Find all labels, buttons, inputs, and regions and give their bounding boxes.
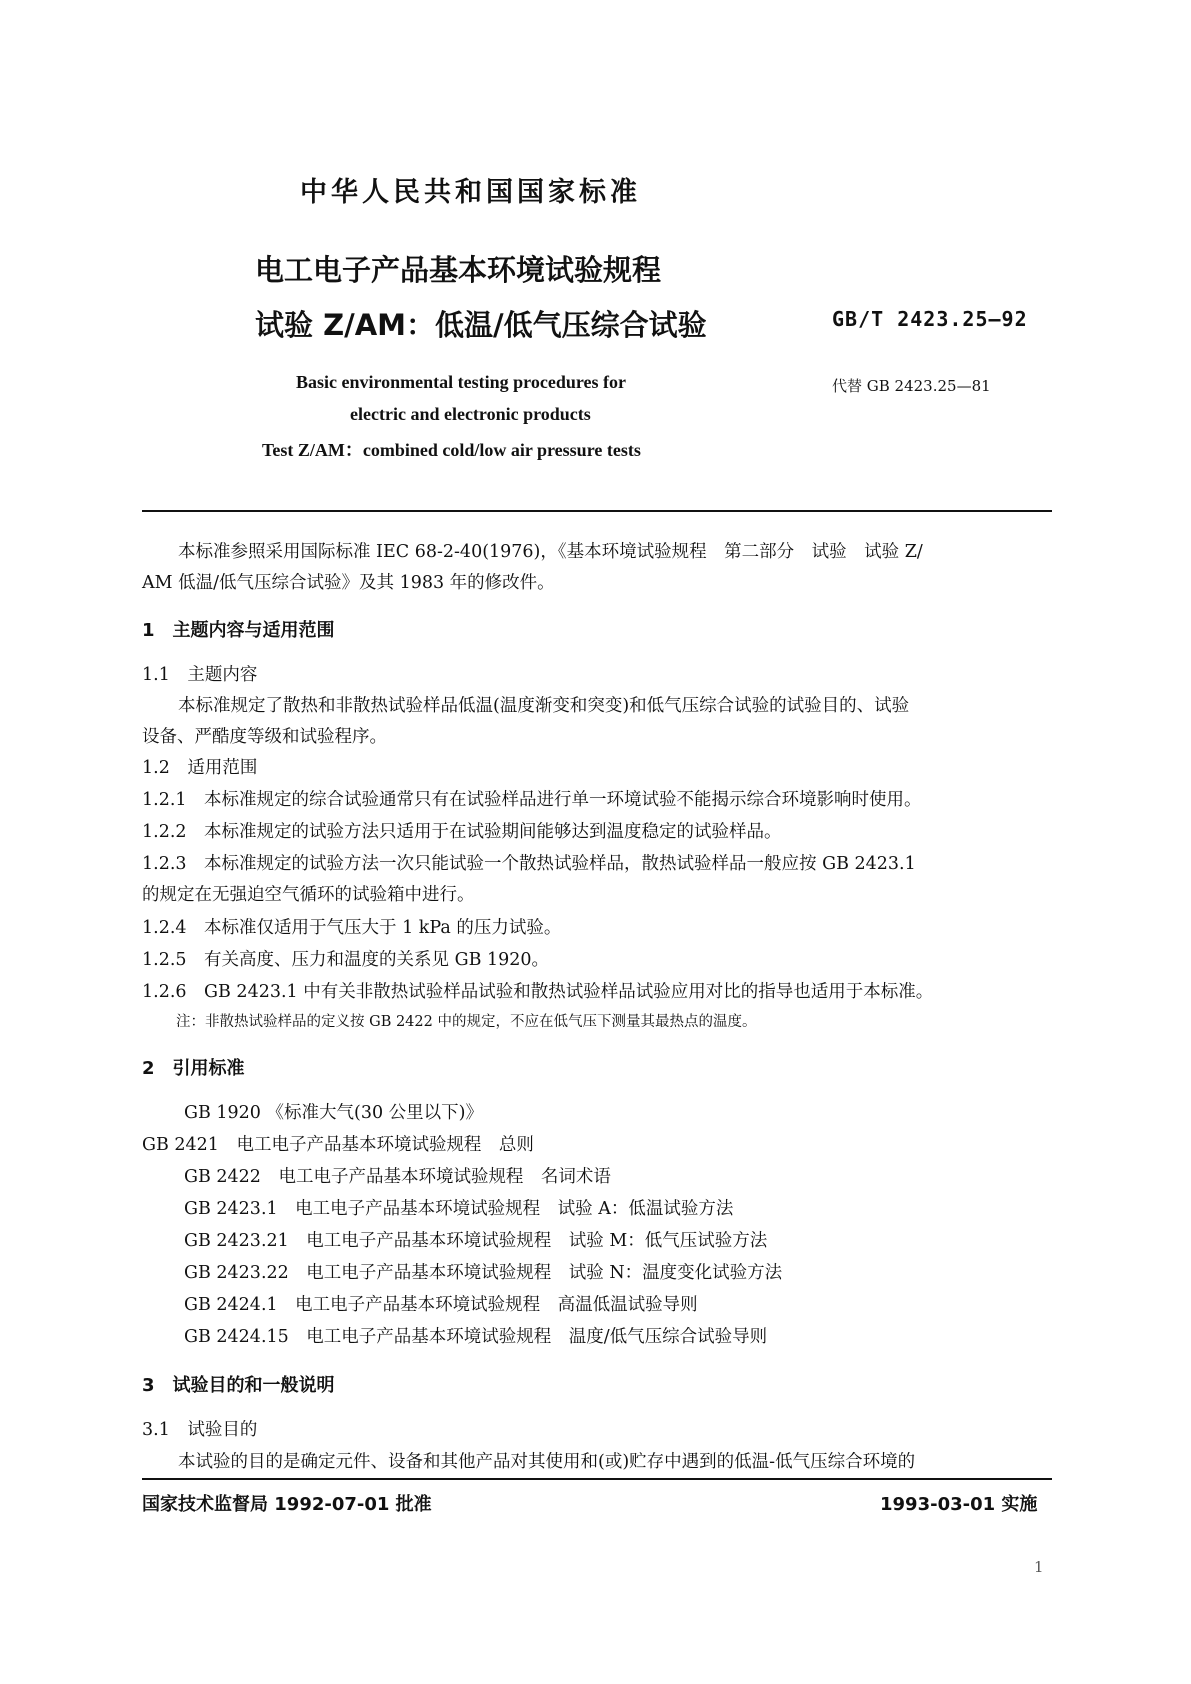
clause-1-2-4: 1.2.4 本标准仅适用于气压大于 1 kPa 的压力试验。 <box>142 918 562 938</box>
document-title-line-2: 试验 Z/AM：低温/低气压综合试验 <box>255 308 707 342</box>
standard-number: GB/T 2423.25—92 <box>832 307 1028 331</box>
reference-item: GB 1920 《标准大气(30 公里以下)》 <box>184 1103 483 1123</box>
document-title-line-1: 电工电子产品基本环境试验规程 <box>255 253 662 287</box>
clause-1-2-3-line-2: 的规定在无强迫空气循环的试验箱中进行。 <box>142 885 475 905</box>
reference-item: GB 2422 电工电子产品基本环境试验规程 名词术语 <box>184 1167 611 1187</box>
section-3-heading: 3 试验目的和一般说明 <box>142 1375 335 1396</box>
section-1-1-line-1: 本标准规定了散热和非散热试验样品低温(温度渐变和突变)和低气压综合试验的试验目的、试验 <box>178 696 910 716</box>
note-text: 注：非散热试验样品的定义按 GB 2422 中的规定，不应在低气压下测量其最热点的温度。 <box>176 1014 757 1030</box>
section-1-1-heading: 1.1 主题内容 <box>142 665 258 685</box>
section-3-1-line-1: 本试验的目的是确定元件、设备和其他产品对其使用和(或)贮存中遇到的低温-低气压综合环境的 <box>178 1452 916 1472</box>
section-1-2-heading: 1.2 适用范围 <box>142 758 258 778</box>
reference-item: GB 2424.1 电工电子产品基本环境试验规程 高温低温试验导则 <box>184 1295 698 1315</box>
reference-item: GB 2421 电工电子产品基本环境试验规程 总则 <box>142 1135 534 1155</box>
reference-item: GB 2423.21 电工电子产品基本环境试验规程 试验 M：低气压试验方法 <box>184 1231 768 1251</box>
english-title-line-3: Test Z/AM：combined cold/low air pressure tests <box>262 440 641 460</box>
section-1-heading: 1 主题内容与适用范围 <box>142 620 335 641</box>
reference-item: GB 2423.1 电工电子产品基本环境试验规程 试验 A：低温试验方法 <box>184 1199 734 1219</box>
clause-1-2-6: 1.2.6 GB 2423.1 中有关非散热试验样品试验和散热试验样品试验应用对比的指导也适用于本标准。 <box>142 982 934 1002</box>
clause-1-2-1: 1.2.1 本标准规定的综合试验通常只有在试验样品进行单一环境试验不能揭示综合环境影响时使用。 <box>142 790 922 810</box>
approval-date: 国家技术监督局 1992-07-01 批准 <box>142 1494 432 1515</box>
page-number: 1 <box>1034 1558 1044 1576</box>
replaces-standard: 代替 GB 2423.25—81 <box>832 377 991 395</box>
effective-date: 1993-03-01 实施 <box>880 1494 1038 1515</box>
clause-1-2-2: 1.2.2 本标准规定的试验方法只适用于在试验期间能够达到温度稳定的试验样品。 <box>142 822 782 842</box>
english-title-line-1: Basic environmental testing procedures for <box>296 372 626 392</box>
english-title-line-2: electric and electronic products <box>350 404 591 424</box>
intro-line-2: AM 低温/低气压综合试验》及其 1983 年的修改件。 <box>142 573 555 593</box>
reference-item: GB 2424.15 电工电子产品基本环境试验规程 温度/低气压综合试验导则 <box>184 1327 768 1347</box>
section-2-heading: 2 引用标准 <box>142 1058 245 1079</box>
section-3-1-heading: 3.1 试验目的 <box>142 1420 258 1440</box>
intro-line-1: 本标准参照采用国际标准 IEC 68-2-40(1976)，《基本环境试验规程 第二部分 试验 试验 Z/ <box>178 542 923 562</box>
header-divider <box>142 510 1052 512</box>
section-1-1-line-2: 设备、严酷度等级和试验程序。 <box>142 727 387 747</box>
clause-1-2-5: 1.2.5 有关高度、压力和温度的关系见 GB 1920。 <box>142 950 550 970</box>
reference-item: GB 2423.22 电工电子产品基本环境试验规程 试验 N：温度变化试验方法 <box>184 1263 783 1283</box>
footer-divider <box>142 1478 1052 1480</box>
clause-1-2-3-line-1: 1.2.3 本标准规定的试验方法一次只能试验一个散热试验样品，散热试验样品一般应按 GB 2423.1 <box>142 854 916 874</box>
national-standard-title: 中华人民共和国国家标准 <box>300 177 641 208</box>
